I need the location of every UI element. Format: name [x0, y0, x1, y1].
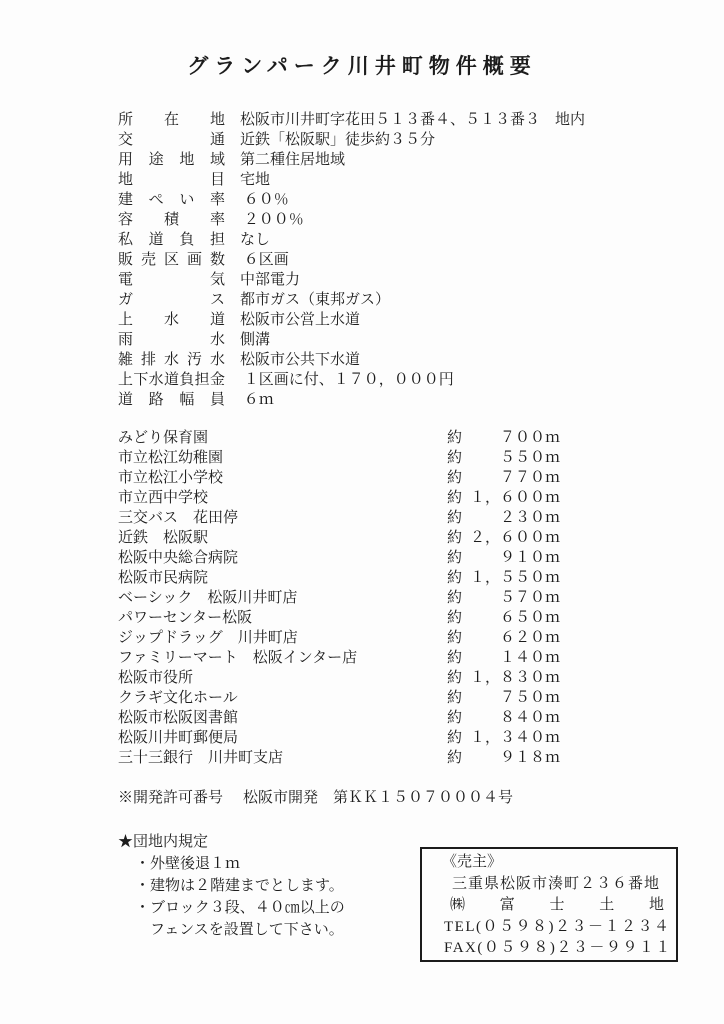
- property-label: 上下水道負担金: [118, 372, 225, 388]
- property-spec-list: [118, 110, 585, 410]
- rule-bullet: [135, 919, 150, 941]
- property-row: [118, 310, 585, 330]
- facility-name: 松阪市松阪図書館: [118, 710, 239, 726]
- property-value: 松阪市公営上水道: [240, 312, 361, 328]
- property-value: 松阪市川井町字花田５１３番４、５１３番３ 地内: [240, 112, 586, 128]
- property-label: 容積率: [118, 212, 225, 228]
- distance-approx: 約: [447, 710, 463, 726]
- distance-value: ７００ｍ: [499, 430, 560, 446]
- distance-value: １，３４０ｍ: [469, 730, 560, 746]
- property-value: １区画に付、１７０，０００円: [240, 372, 454, 388]
- distance-value: ８４０ｍ: [499, 710, 560, 726]
- facility-row: [118, 588, 560, 608]
- distance-value: １，６００ｍ: [469, 490, 560, 506]
- permit-value: 松阪市開発 第ＫＫ１５０７０００４号: [243, 790, 514, 806]
- distance-value: ７７０ｍ: [499, 470, 560, 486]
- rule-text: 建物は２階建までとします。: [150, 878, 344, 894]
- facility-row: [118, 728, 560, 748]
- property-value: ６ｍ: [240, 392, 274, 408]
- seller-address: 三重県松阪市湊町２３６番地: [452, 875, 661, 892]
- property-row: [118, 150, 585, 170]
- seller-fax: FAX(０５９８)２３－９９１１: [444, 940, 672, 957]
- property-label: 道路幅員: [118, 392, 225, 408]
- property-row: [118, 130, 585, 150]
- facility-name: 三十三銀行 川井町支店: [118, 750, 284, 766]
- distance-value: １，８３０ｍ: [469, 670, 560, 686]
- distance-approx: 約: [447, 430, 463, 446]
- distance-value: １，５５０ｍ: [469, 570, 560, 586]
- property-value: ６区画: [240, 252, 289, 268]
- property-value: ６０％: [240, 192, 289, 208]
- estate-rules: [118, 831, 345, 941]
- rule-bullet: ・: [135, 856, 151, 872]
- permit-label: ※開発許可番号: [118, 790, 224, 806]
- property-label: 販売区画数: [118, 252, 225, 268]
- facility-name: みどり保育園: [118, 430, 209, 446]
- facility-row: [118, 648, 560, 668]
- property-label: ガス: [118, 292, 225, 308]
- facility-row: [118, 688, 560, 708]
- distance-approx: 約: [447, 530, 463, 546]
- distance-approx: 約: [447, 510, 463, 526]
- facility-row: [118, 448, 560, 468]
- facility-row: [118, 568, 560, 588]
- distance-approx: 約: [447, 750, 463, 766]
- distance-approx: 約: [447, 630, 463, 646]
- facility-name: ベーシック 松阪川井町店: [118, 590, 298, 606]
- rules-heading: ★団地内規定: [118, 834, 209, 850]
- distance-value: ２，６００ｍ: [469, 530, 560, 546]
- distance-approx: 約: [447, 670, 463, 686]
- rule-line: [135, 919, 345, 941]
- property-label: 上水道: [118, 312, 225, 328]
- rule-line: [135, 875, 345, 897]
- property-value: 松阪市公共下水道: [240, 352, 361, 368]
- property-row: [118, 350, 585, 370]
- property-label: 雑排水汚水: [118, 352, 225, 368]
- facility-name: 松阪川井町郵便局: [118, 730, 239, 746]
- property-row: [118, 370, 585, 390]
- distance-approx: 約: [447, 470, 463, 486]
- facility-name: パワーセンター松阪: [118, 610, 253, 626]
- property-label: 雨水: [118, 332, 225, 348]
- distance-approx: 約: [447, 650, 463, 666]
- property-label: 私道負担: [118, 232, 225, 248]
- facility-name: ファミリーマート 松阪インター店: [118, 650, 358, 666]
- rule-bullet: ・: [135, 878, 151, 894]
- seller-company: ㈱富士土地: [450, 897, 664, 914]
- facility-row: [118, 548, 560, 568]
- property-value: なし: [240, 232, 271, 248]
- facility-row: [118, 528, 560, 548]
- property-row: [118, 390, 585, 410]
- distance-approx: 約: [447, 610, 463, 626]
- permit-line: [118, 788, 513, 808]
- facility-name: 松阪中央総合病院: [118, 550, 239, 566]
- distance-value: ２３０ｍ: [499, 510, 560, 526]
- facility-row: [118, 608, 560, 628]
- page-title: グランパーク川井町物件概要: [187, 54, 537, 78]
- facility-name: クラギ文化ホール: [118, 690, 238, 706]
- seller-tel: TEL(０５９８)２３－１２３４: [444, 918, 671, 935]
- facility-name: 松阪市役所: [118, 670, 194, 686]
- facility-row: [118, 628, 560, 648]
- facility-distance-list: [118, 428, 560, 768]
- seller-box: [420, 847, 678, 962]
- property-value: 宅地: [240, 172, 271, 188]
- facility-row: [118, 708, 560, 728]
- distance-value: ７５０ｍ: [499, 690, 560, 706]
- distance-approx: 約: [447, 490, 463, 506]
- property-value: 近鉄「松阪駅」徒歩約３５分: [240, 132, 436, 148]
- facility-name: 市立松江小学校: [118, 470, 224, 486]
- property-label: 用途地域: [118, 152, 225, 168]
- property-label: 建ぺい率: [118, 192, 225, 208]
- facility-row: [118, 428, 560, 448]
- property-label: 電気: [118, 272, 225, 288]
- facility-name: ジップドラッグ 川井町店: [118, 630, 298, 646]
- distance-value: １４０ｍ: [499, 650, 560, 666]
- property-value: 側溝: [240, 332, 271, 348]
- distance-value: ５５０ｍ: [499, 450, 560, 466]
- property-row: [118, 170, 585, 190]
- rule-text: ブロック３段、４０㎝以上の: [150, 900, 345, 916]
- property-label: 地目: [118, 172, 225, 188]
- facility-name: 市立松江幼稚園: [118, 450, 224, 466]
- facility-row: [118, 468, 560, 488]
- facility-name: 松阪市民病院: [118, 570, 209, 586]
- rule-text: 外壁後退１ｍ: [150, 856, 241, 872]
- distance-approx: 約: [447, 590, 463, 606]
- property-label: 交通: [118, 132, 225, 148]
- distance-value: ９１８ｍ: [499, 750, 560, 766]
- rule-text: フェンスを設置して下さい。: [150, 922, 344, 938]
- rule-bullet: ・: [135, 900, 151, 916]
- property-value: 第二種住居地域: [240, 152, 346, 168]
- rule-line: [135, 897, 345, 919]
- rule-line: [135, 853, 345, 875]
- distance-value: ６２０ｍ: [499, 630, 560, 646]
- distance-value: ５７０ｍ: [499, 590, 560, 606]
- property-label: 所在地: [118, 112, 225, 128]
- property-row: [118, 210, 585, 230]
- property-row: [118, 110, 585, 130]
- facility-row: [118, 748, 560, 768]
- distance-value: ６５０ｍ: [499, 610, 560, 626]
- seller-heading: 《売主》: [442, 854, 503, 870]
- property-row: [118, 270, 585, 290]
- property-row: [118, 190, 585, 210]
- property-row: [118, 290, 585, 310]
- facility-name: 近鉄 松阪駅: [118, 530, 209, 546]
- property-row: [118, 230, 585, 250]
- facility-row: [118, 508, 560, 528]
- facility-name: 三交バス 花田停: [118, 510, 239, 526]
- facility-row: [118, 488, 560, 508]
- distance-approx: 約: [447, 570, 463, 586]
- distance-approx: 約: [447, 450, 463, 466]
- property-value: 中部電力: [240, 272, 301, 288]
- distance-approx: 約: [447, 690, 463, 706]
- distance-approx: 約: [447, 730, 463, 746]
- property-value: 都市ガス（東邦ガス）: [240, 292, 391, 308]
- facility-row: [118, 668, 560, 688]
- property-row: [118, 250, 585, 270]
- distance-value: ９１０ｍ: [499, 550, 560, 566]
- property-value: ２００％: [240, 212, 304, 228]
- property-row: [118, 330, 585, 350]
- facility-name: 市立西中学校: [118, 490, 209, 506]
- distance-approx: 約: [447, 550, 463, 566]
